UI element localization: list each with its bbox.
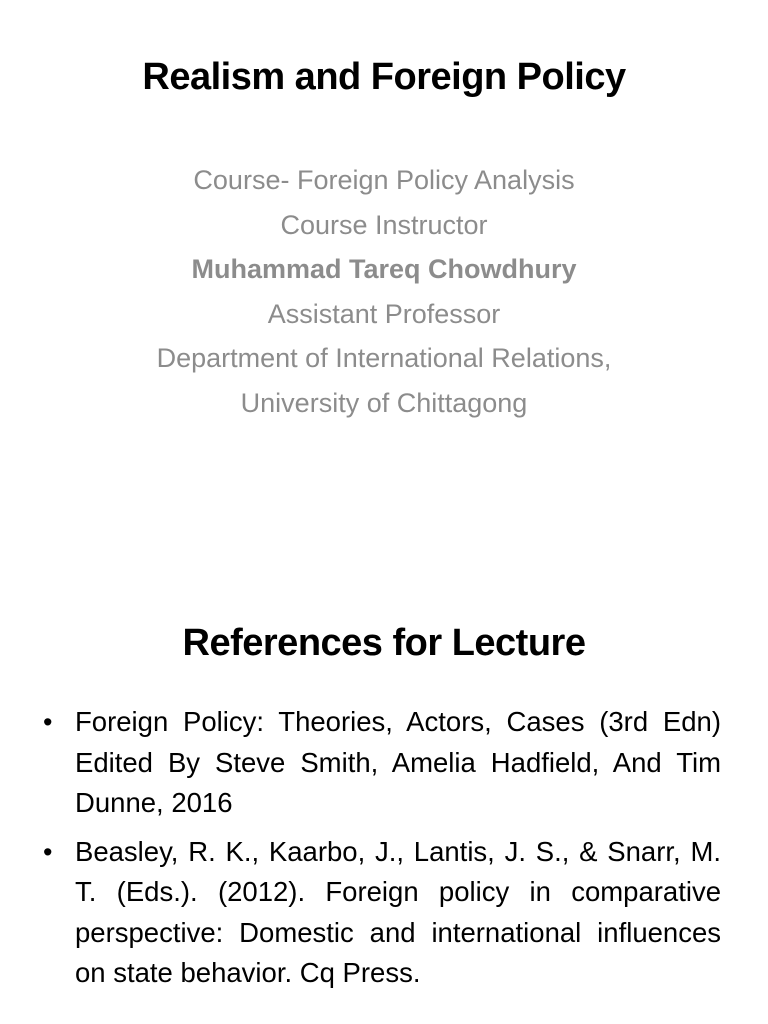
instructor-position: Assistant Professor — [267, 298, 501, 329]
instructor-name: Muhammad Tareq Chowdhury — [191, 254, 577, 285]
reference-list — [43, 702, 721, 1002]
course-name: Course- Foreign Policy Analysis — [193, 165, 575, 195]
instructor-label: Course Instructor — [280, 209, 488, 240]
reference-text: Foreign Policy: Theories, Actors, Cases (3rd Edn) Edited By Steve Smith, Amelia Hadfield, And Tim Dunne, 2016 — [75, 706, 721, 818]
references-slide — [0, 576, 768, 1024]
references-title: References for Lecture — [182, 622, 586, 664]
bullet-icon: • — [43, 707, 53, 737]
department: Department of International Relations, — [156, 343, 612, 374]
slide-title: Realism and Foreign Policy — [142, 56, 626, 98]
reference-item — [43, 832, 721, 994]
reference-text: Beasley, R. K., Kaarbo, J., Lantis, J. S., & Snarr, M. T. (Eds.). (2012). Foreign policy in comparative perspective: Domestic and international influences on state behavior. Cq Press. — [75, 835, 721, 988]
university: University of Chittagong — [240, 387, 528, 418]
bullet-icon: • — [43, 836, 53, 867]
course-info — [100, 162, 668, 430]
reference-item — [43, 702, 721, 824]
